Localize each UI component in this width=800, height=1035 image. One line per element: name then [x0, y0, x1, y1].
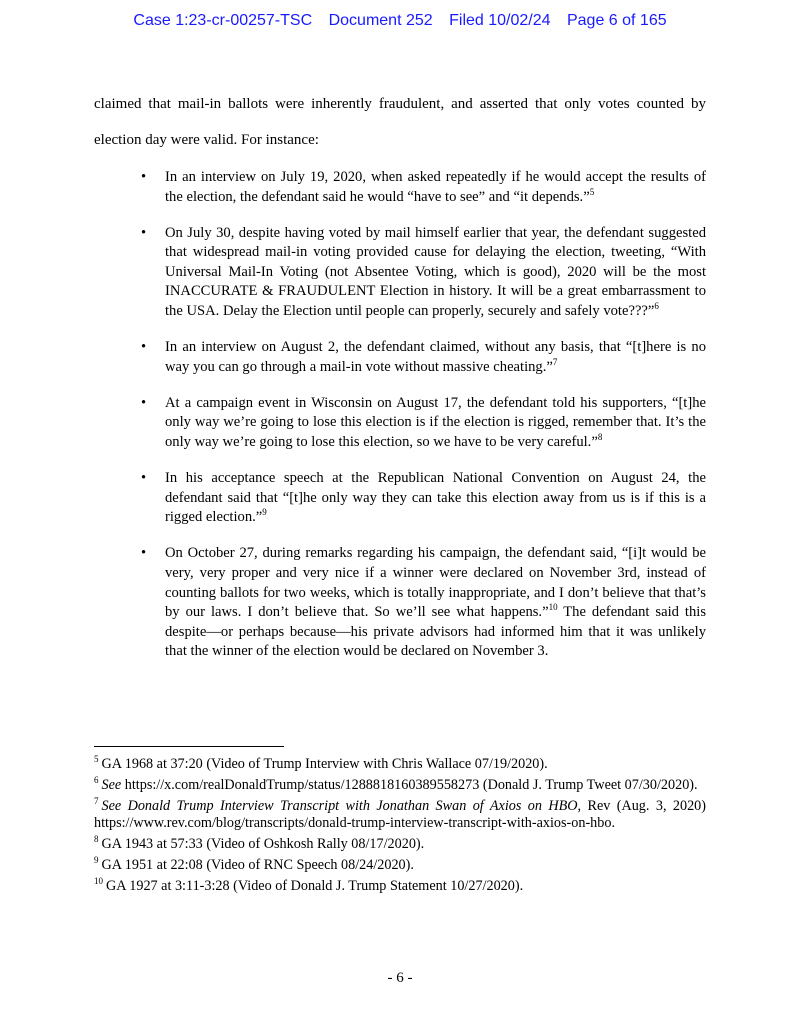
- footnote-number: 6: [94, 775, 99, 786]
- bullet-item: [94, 544, 706, 662]
- filed-date: Filed 10/02/24: [449, 12, 551, 29]
- footnote-text[interactable]: https://x.com/realDonaldTrump/status/1288818160389558273 (Donald J. Trump Tweet 07/30/2020).: [121, 777, 698, 793]
- page-indicator: Page 6 of 165: [566, 12, 667, 29]
- bullet-text: In an interview on July 19, 2020, when asked repeatedly if he would accept the results of the election, the defendant said he would “have to see” and “it depends.”: [165, 169, 706, 205]
- footnote: [94, 756, 706, 773]
- case-number: Case 1:23-cr-00257-TSC: [133, 12, 313, 29]
- bullet-item: [94, 338, 706, 377]
- bullet-item: [94, 224, 706, 322]
- footnote-number: 9: [94, 854, 99, 865]
- footnote-ref[interactable]: 7: [552, 356, 558, 367]
- bullet-icon: •: [141, 470, 147, 487]
- footnote: [94, 777, 706, 794]
- bullet-text: On October 27, during remarks regarding his campaign, the defendant said, “[i]t would be very, very proper and very nice if a winner were declared on November 3rd, instead of counting ballots for two weeks, which is totally inappropriate, and I don’t believe that that’s by our laws. I don’t believe that. So we’ll see what happens.”: [165, 545, 706, 621]
- footnote-text: GA 1943 at 57:33 (Video of Oshkosh Rally 08/17/2020).: [101, 835, 425, 852]
- bullet-icon: •: [141, 545, 147, 562]
- bullet-text: In his acceptance speech at the Republican National Convention on August 24, the defendant said that “[t]he only way they can take this election away from us is if this is a rigged election.”: [165, 470, 706, 526]
- footnote-text: GA 1927 at 3:11-3:28 (Video of Donald J. Trump Statement 10/27/2020).: [106, 877, 524, 894]
- footnote-divider: [94, 746, 284, 747]
- footnote-text: GA 1968 at 37:20 (Video of Trump Interview with Chris Wallace 07/19/2020).: [101, 756, 548, 772]
- bullet-text: In an interview on August 2, the defendant claimed, without any basis, that “[t]here is no way you can go through a mail-in vote without massive cheating.”: [165, 339, 706, 375]
- footnote: [94, 854, 706, 874]
- bullet-text: On July 30, despite having voted by mail himself earlier that year, the defendant suggested that widespread mail-in voting provided cause for delaying the election, tweeting, “With Universal Mail-In Voting (not Absentee Voting, which is good), 2020 will be the most INACCURATE & FRAUDULENT Election in history. It will be a great embarrassment to the USA. Delay the Election until people can properly, securely and safely vote???”: [165, 224, 706, 320]
- footnote: [94, 798, 706, 831]
- bullet-icon: •: [141, 394, 147, 411]
- footnotes-section: [94, 756, 706, 899]
- bullet-text: At a campaign event in Wisconsin on August 17, the defendant told his supporters, “[t]he only way we’re going to lose this election is if the election is rigged, remember that. It’s the only way we’re going to lose this election, so we have to be very careful.”: [165, 394, 706, 451]
- footnote-ref[interactable]: 5: [589, 186, 595, 197]
- footnote-ref[interactable]: 10: [548, 602, 558, 613]
- bullet-text-tail: The defendant said this despite—or perhaps because—his private advisors had informed him that it was unlikely that the winner of the election would be declared on November 3.: [165, 604, 707, 660]
- bullet-item: [94, 168, 706, 207]
- footnote-signal: See: [101, 777, 122, 793]
- bullet-icon: •: [141, 339, 147, 356]
- footnote-ref[interactable]: 9: [262, 507, 267, 518]
- bullet-item: [94, 394, 706, 453]
- bullet-list: [94, 168, 706, 678]
- bullet-icon: •: [141, 224, 147, 241]
- footnote-ref[interactable]: 6: [654, 301, 659, 312]
- footnote: [94, 833, 706, 853]
- footnote-number: 7: [94, 796, 99, 807]
- case-header: [0, 12, 800, 30]
- bullet-icon: •: [141, 169, 147, 185]
- document-number: Document 252: [328, 12, 433, 29]
- footnote-text: GA 1951 at 22:08 (Video of RNC Speech 08/24/2020).: [101, 856, 414, 873]
- footnote-text[interactable]: , Rev (Aug. 3, 2020) https://www.rev.com/blog/transcripts/donald-trump-interview-transcript-with-axios-on-hbo.: [94, 798, 706, 831]
- footnote-source-title: See Donald Trump Interview Transcript with Jonathan Swan of Axios on HBO: [101, 798, 578, 814]
- footnote-number: 5: [94, 754, 99, 765]
- bullet-item: [94, 469, 706, 528]
- footnote-number: 8: [94, 833, 99, 844]
- page-number: - 6 -: [387, 970, 413, 986]
- footnote: [94, 875, 706, 895]
- footnote-ref[interactable]: 8: [597, 432, 603, 443]
- footnote-number: 10: [94, 875, 103, 886]
- intro-paragraph: claimed that mail-in ballots were inherently fraudulent, and asserted that only votes counted by election day were valid. For instance:: [94, 96, 706, 148]
